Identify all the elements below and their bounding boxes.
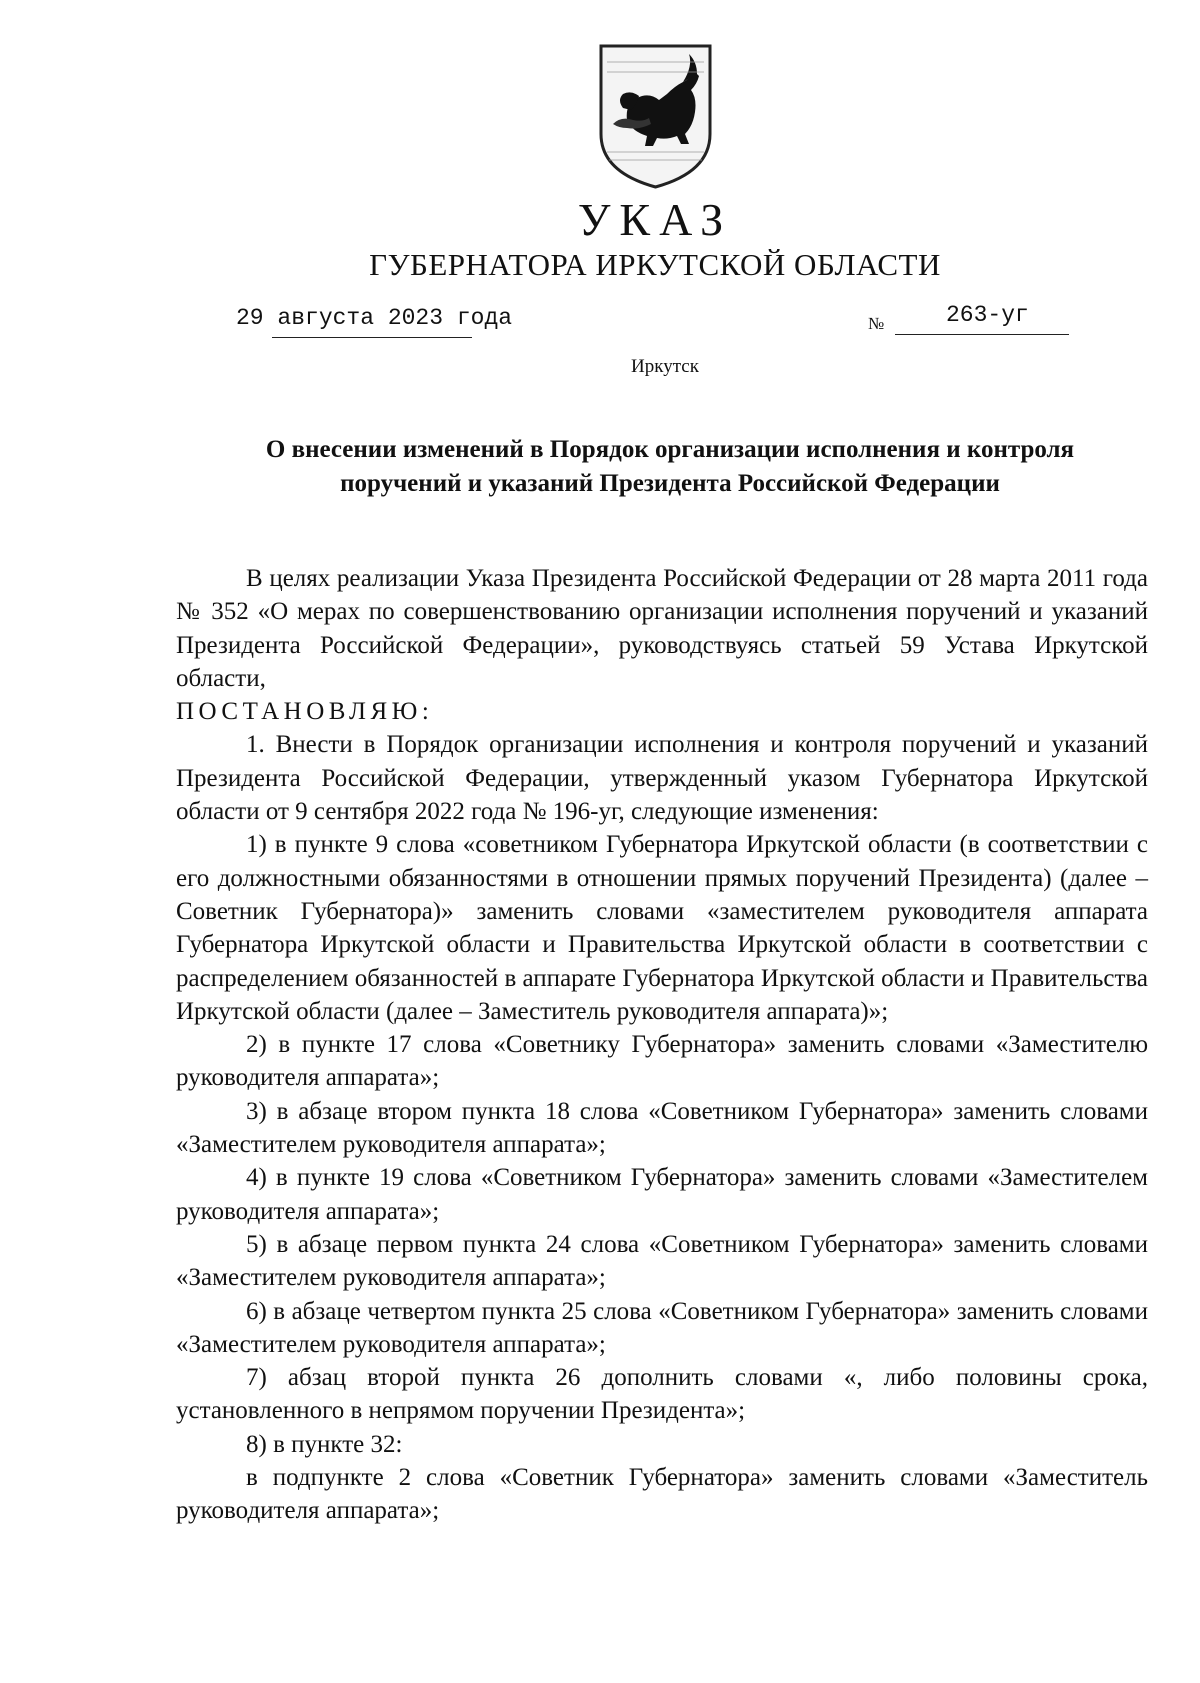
- document-number: 263-уг: [946, 302, 1029, 328]
- coat-of-arms-icon: [597, 42, 714, 190]
- subitem-5-paragraph: 5) в абзаце первом пункта 24 слова «Советником Губернатора» заменить словами «Заместителем руководителя аппарата»;: [176, 1230, 1148, 1292]
- subitem-2-paragraph: 2) в пункте 17 слова «Советнику Губернатора» заменить словами «Заместителю руководителя аппарата»;: [176, 1031, 1148, 1092]
- number-underline: [895, 334, 1069, 335]
- date-underline: [272, 337, 472, 338]
- number-sign: №: [868, 314, 885, 333]
- subitem-1-paragraph: 1) в пункте 9 слова «советником Губернатора Иркутской области (в соответствии с его должностными обязанностями в отношении прямых поручений Президента) (далее – Советник Губернатора)» заменить словами «заместителем руководителя аппарата Губернатора Иркутской области и Правительства Иркутской области в соответствии с распределением обязанностей в аппарате Губернатора Иркутской области и Правительства Иркутской области (далее – Заместитель руководителя аппарата)»;: [176, 831, 1148, 1025]
- subitem-4-paragraph: 4) в пункте 19 слова «Советником Губернатора» заменить словами «Заместителем руководителя аппарата»;: [176, 1164, 1148, 1225]
- preamble-paragraph: В целях реализации Указа Президента Российской Федерации от 28 марта 2011 года № 352 «О мерах по совершенствованию организации исполнения поручений и указаний Президента Российской Федерации», руководствуясь статьей 59 Устава Иркутской области,: [176, 565, 1148, 692]
- document-type-title: УКАЗ: [577, 194, 733, 245]
- city-label: Иркутск: [631, 356, 699, 377]
- decree-word: ПОСТАНОВЛЯЮ:: [176, 698, 434, 726]
- subitem-3-paragraph: 3) в абзаце втором пункта 18 слова «Советником Губернатора» заменить словами «Заместителем руководителя аппарата»;: [176, 1097, 1148, 1159]
- document-heading: [190, 433, 1150, 501]
- issuer-subtitle: ГУБЕРНАТОРА ИРКУТСКОЙ ОБЛАСТИ: [369, 247, 941, 282]
- document-body: [176, 562, 1148, 1528]
- subitem-8-paragraph: 8) в пункте 32:: [246, 1430, 403, 1458]
- heading-line-1: О внесении изменений в Порядок организации исполнения и контроля: [265, 436, 1075, 463]
- document-date: 29 августа 2023 года: [236, 305, 513, 331]
- item-1-paragraph: 1. Внести в Порядок организации исполнения и контроля поручений и указаний Президента Российской Федерации, утвержденный указом Губернатора Иркутской области от 9 сентября 2022 года № 196-уг, следующие изменения:: [176, 731, 1148, 826]
- subitem-7-paragraph: 7) абзац второй пункта 26 дополнить словами «, либо половины срока, установленного в непрямом поручении Президента»;: [176, 1364, 1148, 1425]
- heading-line-2: поручений и указаний Президента Российской Федерации: [340, 470, 1000, 497]
- subitem-8a-paragraph: в подпункте 2 слова «Советник Губернатора» заменить словами «Заместитель руководителя аппарата»;: [176, 1464, 1148, 1525]
- subitem-6-paragraph: 6) в абзаце четвертом пункта 25 слова «Советником Губернатора» заменить словами «Заместителем руководителя аппарата»;: [176, 1297, 1148, 1358]
